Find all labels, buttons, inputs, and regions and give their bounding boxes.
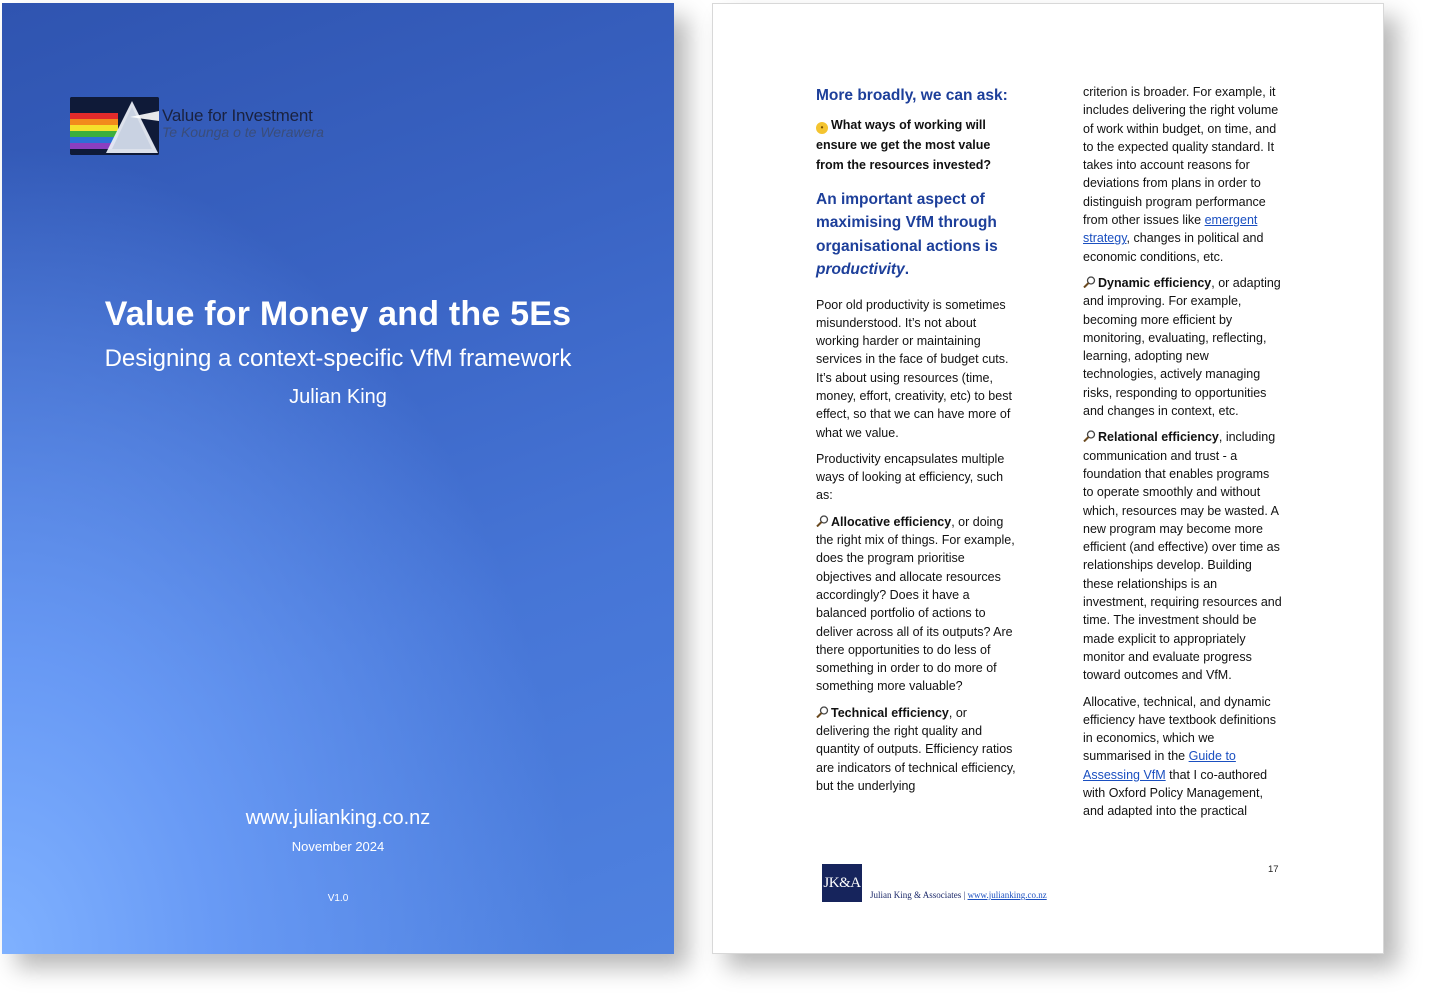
productivity-emphasis: productivity — [816, 261, 905, 278]
cover-subtitle: Designing a context-specific VfM framework — [104, 345, 572, 372]
logo-title: Value for Investment — [162, 106, 313, 125]
magnifier-icon — [1083, 430, 1096, 442]
guide-to-assessing-vfm-link[interactable]: Guide to Assessing VfM — [1083, 749, 1236, 782]
cover-title: Value for Money and the 5Es — [104, 295, 572, 333]
thinking-face-icon: • — [816, 122, 828, 134]
body-paragraph — [1083, 83, 1283, 266]
page-number: 17 — [1268, 864, 1279, 875]
report-cover — [2, 3, 674, 954]
productivity-heading-text: An important aspect of maximising VfM through organisational actions is — [816, 190, 998, 255]
body-paragraph: Poor old productivity is sometimes misunderstood. It’s not about working harder or maintaining services in the face of budget cuts. It’s about using resources (time, money, effort, creativity, etc) to best effect, so that we can have more of what we value. — [816, 297, 1012, 440]
footer-website-link[interactable]: www.julianking.co.nz — [967, 890, 1047, 900]
footer-separator: | — [961, 890, 968, 900]
dynamic-efficiency-term: Dynamic efficiency — [1098, 275, 1212, 290]
emergent-strategy-link[interactable]: emergent strategy — [1083, 213, 1258, 246]
right-column — [1083, 83, 1283, 821]
logo-subtitle: Te Kounga o te Werawera — [162, 124, 324, 140]
textbook-definitions-text-end: that I co-authored with Oxford Policy Management, and adapted into the practical — [1083, 767, 1268, 819]
magnifier-icon — [816, 515, 829, 527]
cover-author: Julian King — [289, 386, 387, 408]
question-text — [816, 115, 1016, 175]
technical-efficiency-term: Technical efficiency — [831, 705, 949, 720]
textbook-definitions-text: Allocative, technical, and dynamic efficiency have textbook definitions in economics, which we summarised in the — [1083, 694, 1276, 764]
criterion-text: criterion is broader. For example, it includes delivering the right volume of work within budget, on time, and to the expected quality standard. It takes into account reasons for deviations from plans in order to distinguish program performance from other issues like — [1083, 85, 1279, 228]
allocative-efficiency-item — [816, 513, 1016, 696]
logo-text — [162, 107, 324, 139]
allocative-efficiency-text: , or doing the right mix of things. For example, does the program prioritise objectives and allocate resources accordingly? Does it have a balanced portfolio of actions to deliver across all of its outputs? Are there opportunities to do less of something in order to do more of something more valuable? — [816, 514, 1015, 694]
value-for-investment-logo — [70, 97, 330, 157]
technical-efficiency-text: , or delivering the right quality and quantity of outputs. Efficiency ratios are indicators of technical efficiency, but the underlying — [816, 705, 1016, 793]
magnifier-icon — [816, 706, 829, 718]
footer-company: Julian King & Associates — [870, 890, 962, 900]
body-paragraph — [1083, 693, 1283, 821]
relational-efficiency-item — [1083, 428, 1283, 684]
page-footer — [870, 890, 1047, 900]
report-page — [712, 3, 1384, 954]
left-column — [816, 83, 1016, 795]
productivity-heading — [816, 188, 1016, 282]
relational-efficiency-text: , including communication and trust - a foundation that enables programs to operate smoothly and without which, resources may be wasted. A new program may become more efficient (and effective) over time as relationships develop. Building these relationships is an investment, requiring resources and time. The investment should be made explicit to appropriately monitor and evaluate progress toward outcomes and VfM. — [1083, 430, 1282, 683]
relational-efficiency-term: Relational efficiency — [1098, 430, 1219, 445]
productivity-heading-end: . — [904, 261, 910, 278]
dynamic-efficiency-text: , or adapting and improving. For example, becoming more efficient by monitoring, evaluating, reflecting, learning, adopting new technologies, actively managing risks, responding to opportunities and changes in context, etc. — [1083, 275, 1281, 419]
dynamic-efficiency-item — [1083, 274, 1283, 420]
section-heading: More broadly, we can ask: — [816, 87, 1008, 104]
question-label: What ways of working will ensure we get the most value from the resources invested? — [816, 117, 992, 172]
allocative-efficiency-term: Allocative efficiency — [831, 514, 952, 529]
jka-logo: JK&A — [822, 864, 862, 902]
prism-logo-icon — [70, 97, 159, 155]
cover-date: November 2024 — [291, 839, 385, 854]
body-paragraph: Productivity encapsulates multiple ways of looking at efficiency, such as: — [816, 451, 1005, 503]
cover-version: V1.0 — [327, 893, 349, 904]
technical-efficiency-item — [816, 704, 1016, 795]
magnifier-icon — [1083, 276, 1096, 288]
cover-website: www.julianking.co.nz — [245, 807, 431, 829]
criterion-text-end: , changes in political and economic conditions, etc. — [1083, 231, 1264, 264]
